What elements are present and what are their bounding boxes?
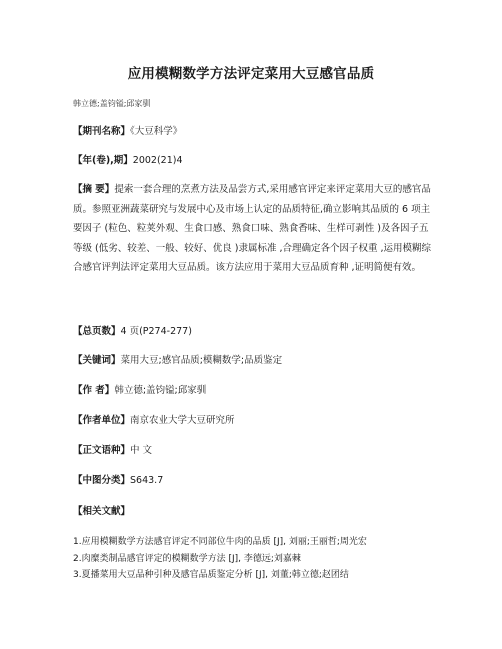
pages-field [73, 322, 433, 342]
related-item[interactable]: 1.应用模糊数学方法感官评定不同部位牛肉的品质 [J], 刘丽;王丽哲;周光宏 [73, 537, 367, 547]
year-label: 【年(卷),期】 [73, 155, 133, 166]
keywords-field [73, 351, 433, 371]
affiliation-field [73, 411, 433, 431]
journal-label: 【期刊名称】 [73, 126, 131, 137]
pages-label: 【总页数】 [73, 326, 121, 337]
language-value: 中 文 [130, 445, 153, 456]
author-value: 韩立德;盖钧镒;邱家驯 [114, 385, 207, 396]
related-item[interactable]: 2.肉糜类制品感官评定的模糊数学方法 [J], 李德远;刘嘉棘 [73, 553, 301, 564]
year-field [73, 151, 433, 171]
authors-line: 韩立德;盖钧镒;邱家驯 [73, 99, 151, 108]
author-field [73, 381, 433, 401]
classification-value: S643.7 [130, 475, 164, 486]
keywords-label: 【关键词】 [73, 355, 121, 366]
abstract-field [73, 180, 435, 278]
journal-field [73, 122, 433, 142]
affiliation-label: 【作者单位】 [73, 415, 131, 426]
document-title: 应用模糊数学方法评定菜用大豆感官品质 [127, 66, 375, 82]
abstract-value: 提索一套合理的烹煮方法及品尝方式,采用感官评定来评定菜用大豆的感官品质。参照亚洲蔬菜研究与发展中心及市场上认定的品质特征,确立影响其品质的 6 项主要因子 (粒色、粒荚外观、生食口感、熟食口味、熟食香味、生样可剥性 )及各因子五等级 (低劣、较差、一般、较好、优良 )隶属标准 ,合理确定各个因子权重 ,运用模糊综合感官评判法评定菜用大豆品质。该方法应用于菜用大豆品质育种 ,证明简便有效。 [73, 184, 432, 273]
year-value: 2002(21)4 [132, 155, 183, 166]
journal-value: 《大豆科学》 [130, 126, 183, 137]
language-field [73, 441, 433, 461]
related-list [73, 534, 443, 584]
classification-field [73, 471, 433, 491]
related-item[interactable]: 3.夏播菜用大豆品种引种及感官品质鉴定分析 [J], 刘董;韩立德;赵团结 [73, 570, 349, 580]
abstract-label: 【摘 要】 [73, 184, 115, 195]
affiliation-value: 南京农业大学大豆研究所 [130, 415, 235, 426]
related-heading: 【相关文献】 [73, 506, 131, 517]
pages-value: 4 页(P274-277) [120, 326, 192, 337]
keywords-value: 菜用大豆;感官品质;模糊数学;品质鉴定 [120, 355, 283, 366]
author-label: 【作 者】 [73, 385, 115, 396]
language-label: 【正文语种】 [73, 445, 131, 456]
classification-label: 【中图分类】 [73, 475, 131, 486]
